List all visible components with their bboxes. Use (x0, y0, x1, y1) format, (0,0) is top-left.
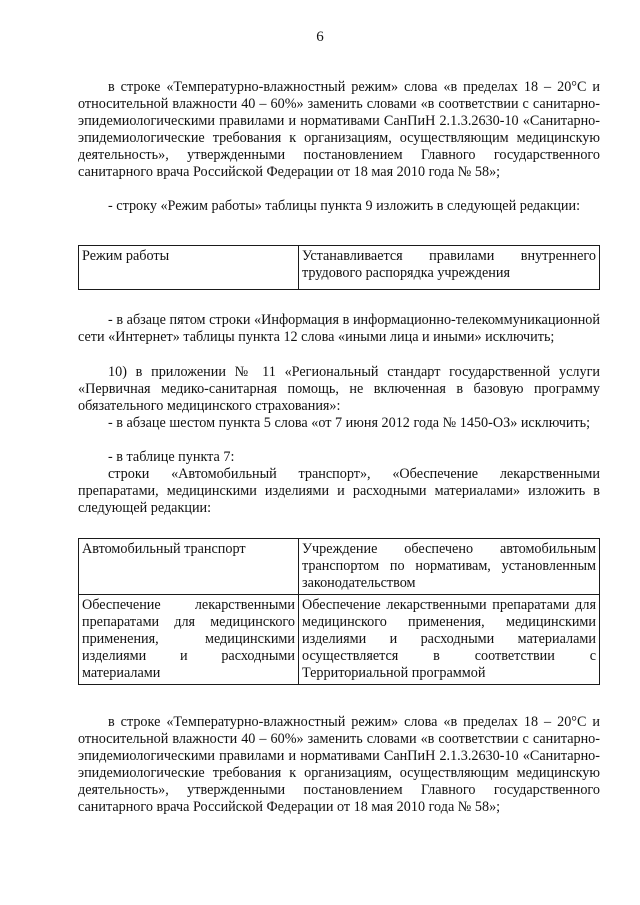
table-work-mode (78, 245, 600, 290)
paragraph-appendix-11: 10) в приложении № 11 «Региональный стандарт государственной услуги «Первичная медико-санитарная помощь, не включенная в базовую программу обязательного медицинского страхования»: (78, 364, 600, 414)
paragraph-information: - в абзаце пятом строки «Информация в информационно-телекоммуникационной сети «Интернет» таблицы пункта 12 слова «иными лица и иными» исключить; (78, 312, 600, 345)
table-row (79, 246, 600, 290)
table-row (79, 539, 600, 595)
paragraph-work-mode: - строку «Режим работы» таблицы пункта 9 изложить в следующей редакции: (108, 198, 581, 214)
paragraph-item-7: - в таблице пункта 7: (108, 449, 235, 465)
page-number: 6 (316, 29, 324, 45)
table-cell: Устанавливается правилами внутреннего трудового распорядка учреждения (299, 246, 600, 290)
table-row (79, 595, 600, 685)
paragraph-rows: строки «Автомобильный транспорт», «Обеспечение лекарственными препаратами, медицинскими изделиями и расходными материалами» изложить в следующей редакции: (78, 466, 600, 516)
paragraph-temperature-1: в строке «Температурно-влажностный режим» слова «в пределах 18 – 20°С и относительной влажности 40 – 60%» заменить словами «в соответствии с санитарно-эпидемиологическими правилами и нормативами СанПиН 2.1.3.2630-10 «Санитарно-эпидемиологические требования к организациям, осуществляющим медицинскую деятельность», утвержденными постановлением Главного государственного санитарного врача Российской Федерации от 18 мая 2010 года № 58»; (78, 79, 600, 180)
table-cell: Обеспечение лекарственными препаратами для медицинского применения, медицинскими изделиями и расходными материалами (79, 595, 299, 685)
table-transport-supply (78, 538, 600, 685)
paragraph-temperature-2: в строке «Температурно-влажностный режим» слова «в пределах 18 – 20°С и относительной влажности 40 – 60%» заменить словами «в соответствии с санитарно-эпидемиологическими правилами и нормативами СанПиН 2.1.3.2630-10 «Санитарно-эпидемиологические требования к организациям, осуществляющим медицинскую деятельность», утвержденными постановлением Главного государственного санитарного врача Российской Федерации от 18 мая 2010 года № 58»; (78, 714, 600, 815)
table-cell: Учреждение обеспечено автомобильным транспортом по нормативам, установленным законодательством (299, 539, 600, 595)
table-cell: Режим работы (79, 246, 299, 290)
paragraph-item-5: - в абзаце шестом пункта 5 слова «от 7 июня 2012 года № 1450-ОЗ» исключить; (108, 415, 591, 431)
table-cell: Автомобильный транспорт (79, 539, 299, 595)
table-cell: Обеспечение лекарственными препаратами для медицинского применения, медицинскими изделиями и расходными материалами осуществляется в соответствии с Территориальной программой (299, 595, 600, 685)
